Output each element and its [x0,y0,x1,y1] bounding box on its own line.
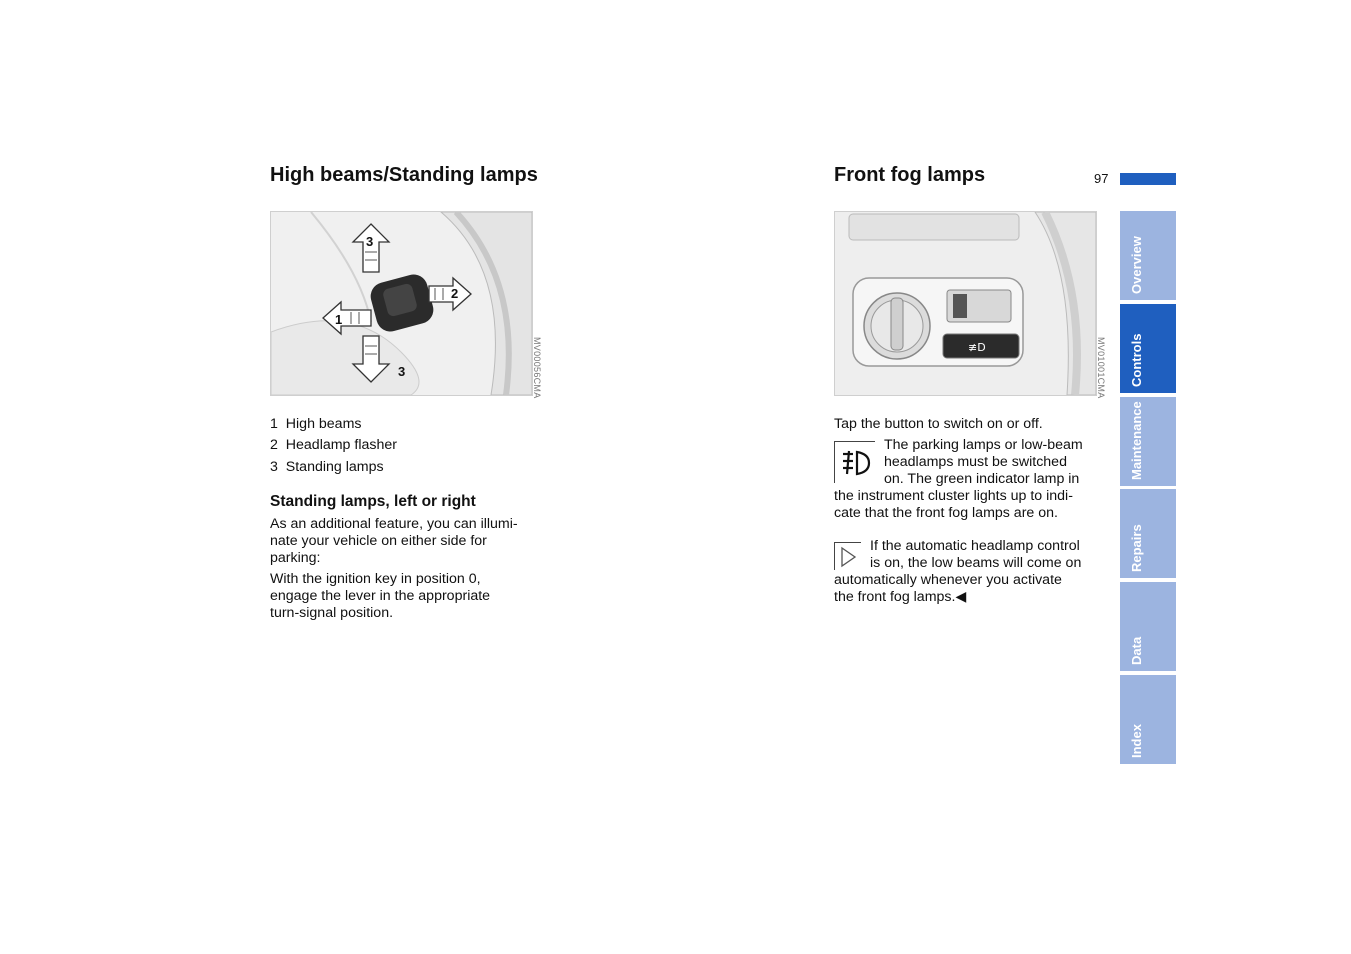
list-item: 3 Standing lamps [270,459,384,475]
right-figure-code: MV01001CMA [1096,337,1106,399]
svg-text:≢D: ≢D [968,341,986,354]
lever-illustration [271,212,532,395]
fog-lamp-icon [834,441,875,483]
list-item: 2 Headlamp flasher [270,437,397,453]
tab-data[interactable]: Data [1120,582,1176,671]
standing-lamps-subheading: Standing lamps, left or right [270,493,476,510]
page-number: 97 [1094,171,1109,186]
fog-switch-illustration [835,212,1096,395]
fog-intro: Tap the button to switch on or off. [834,416,1043,432]
fog-note-2: If the automatic headlamp control is on, the low beams will come on [870,538,1082,571]
figure-label-standing-bottom: 3 [398,364,406,379]
fog-note-1-continued: the instrument cluster lights up to indi- cate that the front fog lamps are on. [834,488,1073,521]
tab-repairs[interactable]: Repairs [1120,489,1176,578]
fog-note-1: The parking lamps or low-beam headlamps must be switched on. The green indicator lamp in [884,437,1083,487]
left-figure-code: MV00056CMA [532,337,542,399]
right-section-title: Front fog lamps [834,164,986,186]
standing-lamps-para-1: As an additional feature, you can illumi- nate your vehicle on either side for parking: [270,516,518,566]
standing-lamps-para-2: With the ignition key in position 0, engage the lever in the appropriate turn-signal position. [270,571,491,621]
fog-note-2-continued: automatically whenever you activate the front fog lamps.◀ [834,572,1062,605]
left-section-title: High beams/Standing lamps [270,164,538,186]
figure-label-flasher: 2 [451,286,459,301]
tab-maintenance[interactable]: Maintenance [1120,397,1176,486]
page-marker-bar [1120,173,1176,185]
high-beam-lever-figure [270,211,533,396]
tab-controls[interactable]: Controls [1120,304,1176,393]
figure-label-high-beams: 1 [335,312,343,327]
note-arrow-icon [834,542,861,570]
fog-lamp-switch-figure [834,211,1097,396]
tab-overview[interactable]: Overview [1120,211,1176,300]
list-item: 1 High beams [270,416,362,432]
tab-index[interactable]: Index [1120,675,1176,764]
figure-label-standing-top: 3 [366,234,374,249]
